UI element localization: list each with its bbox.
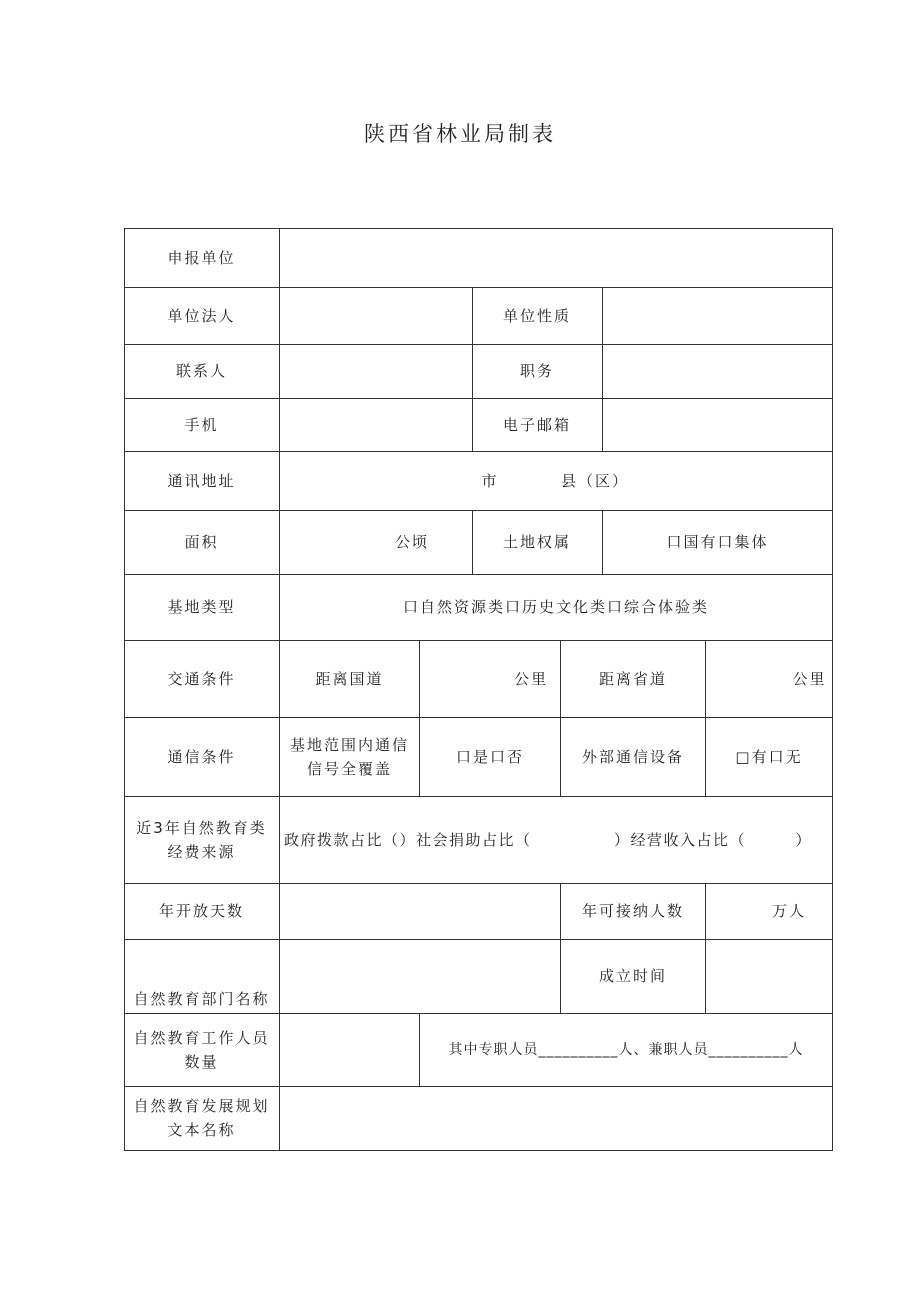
applicant-unit-field[interactable] bbox=[280, 229, 832, 287]
provincial-road-label: 距离省道 bbox=[598, 669, 667, 688]
mobile-label: 手机 bbox=[184, 415, 219, 434]
plan-doc-field[interactable] bbox=[280, 1087, 832, 1150]
land-ownership-label: 土地权属 bbox=[502, 533, 571, 551]
staff-count-label: 自然教育工作人员数量 bbox=[133, 1028, 270, 1071]
staff-count-field[interactable] bbox=[280, 1014, 419, 1086]
national-road-label: 距离国道 bbox=[315, 669, 384, 688]
capacity-unit: 万人 bbox=[771, 902, 806, 920]
provincial-road-unit: 公里 bbox=[792, 669, 827, 688]
signal-coverage-label: 基地范围内通信信号全覆盖 bbox=[289, 735, 409, 778]
capacity-label: 年可接纳人数 bbox=[581, 902, 684, 920]
open-days-field[interactable] bbox=[280, 884, 560, 939]
signal-coverage-options[interactable]: 口是口否 bbox=[455, 747, 524, 766]
traffic-label: 交通条件 bbox=[167, 669, 236, 688]
address-county-text: 县（区） bbox=[560, 471, 629, 490]
open-days-label: 年开放天数 bbox=[158, 902, 244, 920]
base-type-label: 基地类型 bbox=[167, 598, 236, 616]
staff-detail[interactable]: 其中专职人员__________人、兼职人员__________人 bbox=[448, 1041, 804, 1058]
funding-label: 近3年自然教育类经费来源 bbox=[136, 818, 267, 861]
ext-comm-options[interactable]: □有口无 bbox=[735, 747, 803, 766]
funding-text[interactable]: 政府拨款占比（）社会捐助占比（ ）经营收入占比（ ） bbox=[284, 830, 813, 849]
area-unit: 公顷 bbox=[394, 533, 429, 551]
unit-nature-label: 单位性质 bbox=[502, 306, 571, 325]
base-type-options[interactable]: 口自然资源类口历史文化类口综合体验类 bbox=[402, 598, 709, 616]
area-label: 面积 bbox=[184, 533, 219, 551]
legal-rep-field[interactable] bbox=[280, 288, 472, 344]
dept-name-field[interactable] bbox=[280, 940, 560, 1013]
address-city-text: 市 bbox=[481, 471, 499, 490]
position-label: 职务 bbox=[519, 362, 554, 380]
address-label: 通讯地址 bbox=[167, 471, 236, 490]
email-label: 电子邮箱 bbox=[502, 415, 571, 434]
founded-label: 成立时间 bbox=[598, 967, 667, 985]
founded-field[interactable] bbox=[706, 940, 832, 1013]
land-ownership-options[interactable]: 口国有口集体 bbox=[666, 533, 769, 551]
table-border-right bbox=[832, 228, 833, 1151]
position-field[interactable] bbox=[603, 345, 832, 398]
email-field[interactable] bbox=[603, 399, 832, 451]
contact-field[interactable] bbox=[280, 345, 472, 398]
applicant-unit-label: 申报单位 bbox=[167, 248, 236, 267]
page-title: 陕西省林业局制表 bbox=[364, 122, 556, 146]
table-border-bottom bbox=[124, 1150, 833, 1151]
unit-nature-field[interactable] bbox=[603, 288, 832, 344]
comm-label: 通信条件 bbox=[167, 747, 236, 766]
dept-name-label: 自然教育部门名称 bbox=[133, 990, 270, 1008]
ext-comm-label: 外部通信设备 bbox=[581, 747, 684, 766]
legal-rep-label: 单位法人 bbox=[167, 306, 236, 325]
national-road-unit: 公里 bbox=[513, 669, 548, 688]
mobile-field[interactable] bbox=[280, 399, 472, 451]
plan-doc-label: 自然教育发展规划文本名称 bbox=[133, 1097, 270, 1139]
contact-label: 联系人 bbox=[175, 362, 227, 380]
